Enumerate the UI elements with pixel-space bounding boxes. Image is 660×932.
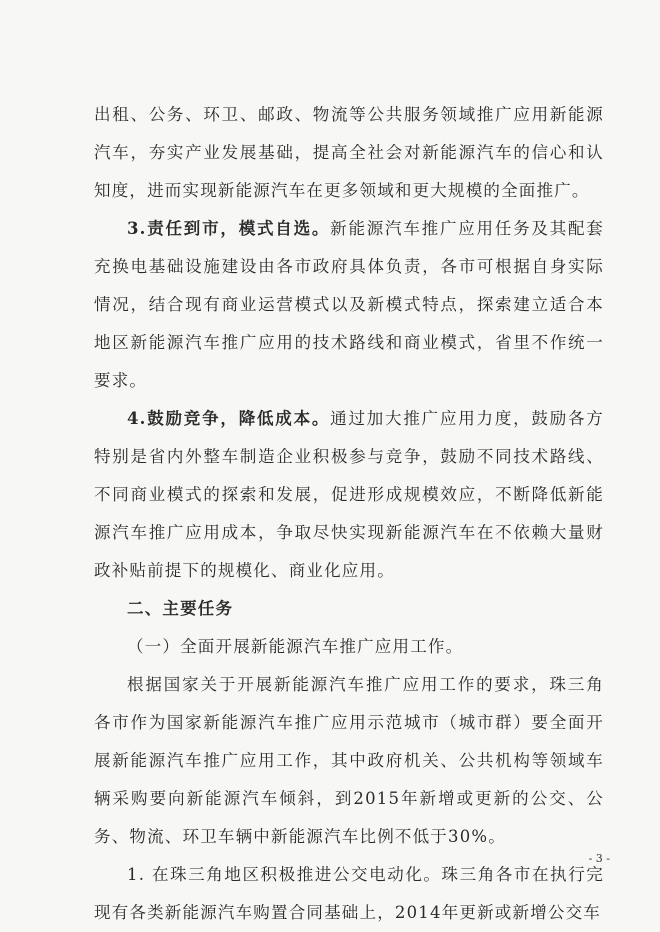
paragraph-city-responsibility: [94, 210, 604, 400]
paragraph-bus-electrification: 1. 在珠三角地区积极推进公交电动化。珠三角各市在执行完现有各类新能源汽车购置合同基础上，2014年更新或新增公交车: [94, 865, 604, 922]
document-body: [94, 96, 604, 932]
paragraph-encourage-competition: [94, 400, 604, 590]
paragraph-public-service: 出租、公务、环卫、邮政、物流等公共服务领域推广应用新能源汽车，夯实产业发展基础，提高全社会对新能源汽车的信心和认知度，进而实现新能源汽车在更多领域和更大规模的全面推广。: [94, 105, 604, 200]
page-number: - 3 -: [588, 852, 610, 865]
paragraph-text: 新能源汽车推广应用任务及其配套充换电基础设施建设由各市政府具体负责，各市可根据自身实际情况，结合现有商业运营模式以及新模式特点，探索建立适合本地区新能源汽车推广应用的技术路线和商业模式，省里不作统一要求。: [94, 219, 604, 390]
paragraph-lead: 4.鼓励竞争，降低成本。: [127, 409, 331, 428]
paragraph-text: 通过加大推广应用力度，鼓励各方特别是省内外整车制造企业积极参与竞争，鼓励不同技术路线、不同商业模式的探索和发展，促进形成规模效应，不断降低新能源汽车推广应用成本，争取尽快实现新能源汽车在不依赖大量财政补贴前提下的规模化、商业化应用。: [94, 409, 604, 580]
section-heading: 二、主要任务: [127, 599, 234, 618]
subsection-heading: （一）全面开展新能源汽车推广应用工作。: [127, 637, 464, 656]
paragraph-lead: 3.责任到市，模式自选。: [127, 219, 331, 238]
paragraph-national-requirements: 根据国家关于开展新能源汽车推广应用工作的要求，珠三角各市作为国家新能源汽车推广应用示范城市（城市群）要全面开展新能源汽车推广应用工作，其中政府机关、公共机构等领域车辆采购要向新能源汽车倾斜，到2015年新增或更新的公交、公务、物流、环卫车辆中新能源汽车比例不低于30%。: [94, 675, 604, 846]
